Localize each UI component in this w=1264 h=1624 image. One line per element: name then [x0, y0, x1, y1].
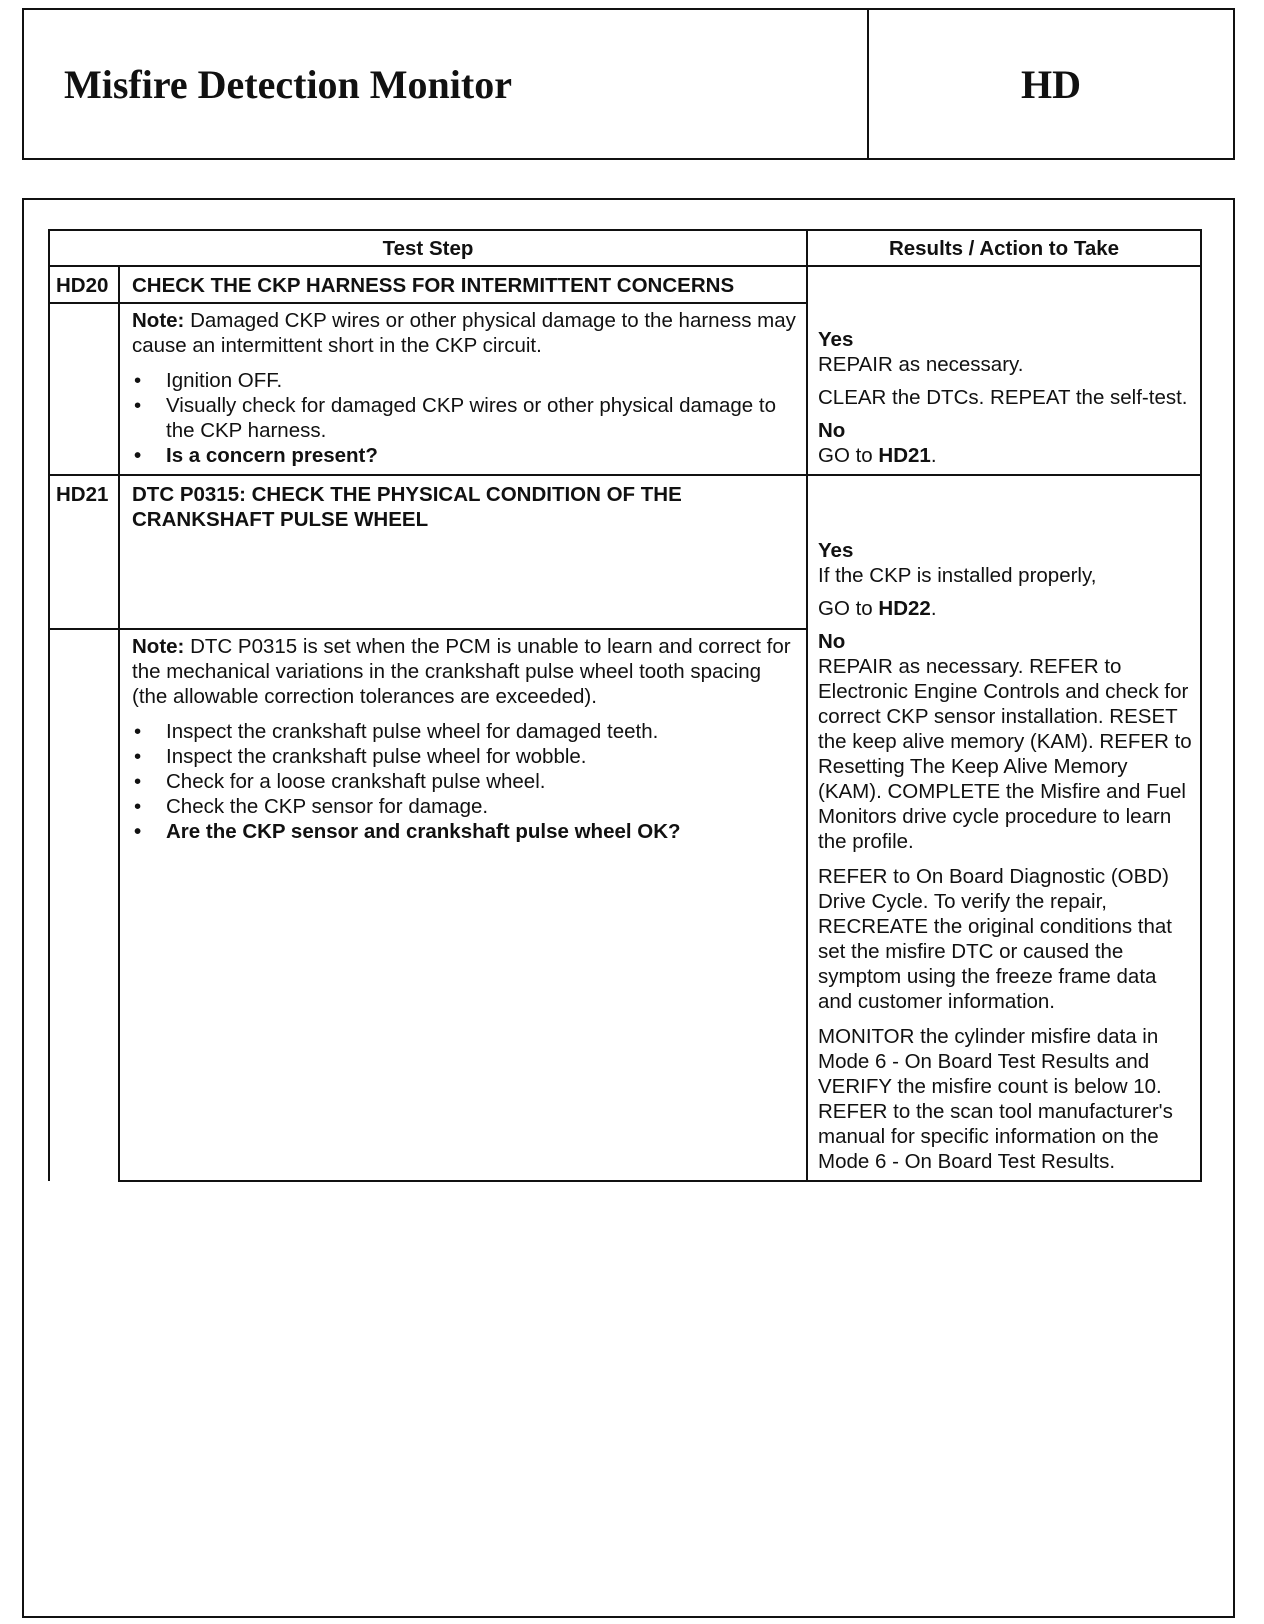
no-label: No — [818, 630, 846, 653]
results-header: Results / Action to Take — [807, 230, 1201, 266]
no-label: No — [818, 419, 846, 442]
goto-link: HD22 — [878, 597, 931, 620]
step-title: CHECK THE CKP HARNESS FOR INTERMITTENT CONCERNS — [119, 266, 807, 303]
step-title: DTC P0315: CHECK THE PHYSICAL CONDITION OF THE CRANKSHAFT PULSE WHEEL — [119, 475, 807, 629]
goto-link: HD21 — [878, 444, 931, 467]
yes-label: Yes — [818, 328, 854, 351]
yes-goto: GO to HD22. — [818, 597, 937, 620]
list-item: • Inspect the crankshaft pulse wheel for damaged teeth. — [132, 719, 796, 744]
no-action: GO to HD21. — [818, 444, 937, 467]
yes-action: If the CKP is installed properly, — [818, 564, 1097, 587]
section-code: HD — [1021, 61, 1081, 107]
step-body — [119, 629, 807, 1181]
step-id: HD21 — [49, 475, 119, 629]
page-title: Misfire Detection Monitor — [24, 10, 869, 158]
step-note: Note: DTC P0315 is set when the PCM is unable to learn and correct for the mechanical variations in the crankshaft pulse wheel tooth spacing (the allowable correction tolerances are exceeded). — [132, 635, 791, 709]
list-item: • Check for a loose crankshaft pulse wheel. — [132, 769, 796, 794]
list-item: • Inspect the crankshaft pulse wheel for wobble. — [132, 744, 796, 769]
list-item: • Are the CKP sensor and crankshaft pulse wheel OK? — [132, 819, 796, 844]
yes-action: REPAIR as necessary. — [818, 353, 1024, 376]
list-item: • Is a concern present? — [132, 443, 796, 468]
yes-label: Yes — [818, 539, 854, 562]
table-row — [49, 266, 1201, 303]
page-header — [22, 8, 1235, 160]
list-item: • Check the CKP sensor for damage. — [132, 794, 796, 819]
table-row — [49, 475, 1201, 629]
table-header-row — [49, 230, 1201, 266]
step-results — [807, 266, 1201, 475]
test-step-table — [48, 229, 1202, 1182]
list-item: • Ignition OFF. — [132, 368, 796, 393]
step-results — [807, 475, 1201, 1181]
test-step-header: Test Step — [49, 230, 807, 266]
step-note: Note: Damaged CKP wires or other physical damage to the harness may cause an intermittent short in the CKP circuit. — [132, 309, 796, 357]
no-action: REFER to On Board Diagnostic (OBD) Drive Cycle. To verify the repair, RECREATE the original conditions that set the misfire DTC or caused the symptom using the freeze frame data and customer information. — [818, 865, 1172, 1013]
step-id: HD20 — [49, 266, 119, 303]
yes-action: CLEAR the DTCs. REPEAT the self-test. — [818, 386, 1188, 409]
step-body — [119, 303, 807, 475]
no-action: MONITOR the cylinder misfire data in Mode 6 - On Board Test Results and VERIFY the misfire count is below 10. REFER to the scan tool manufacturer's manual for specific information on the Mode 6 - On Board Test Results. — [818, 1025, 1173, 1173]
list-item: • Visually check for damaged CKP wires or other physical damage to the CKP harness. — [132, 393, 796, 443]
no-action: REPAIR as necessary. REFER to Electronic Engine Controls and check for correct CKP sensor installation. RESET the keep alive memory (KAM). REFER to Resetting The Keep Alive Memory (KAM). COMPLETE the Misfire and Fuel Monitors drive cycle procedure to learn the profile. — [818, 655, 1192, 853]
